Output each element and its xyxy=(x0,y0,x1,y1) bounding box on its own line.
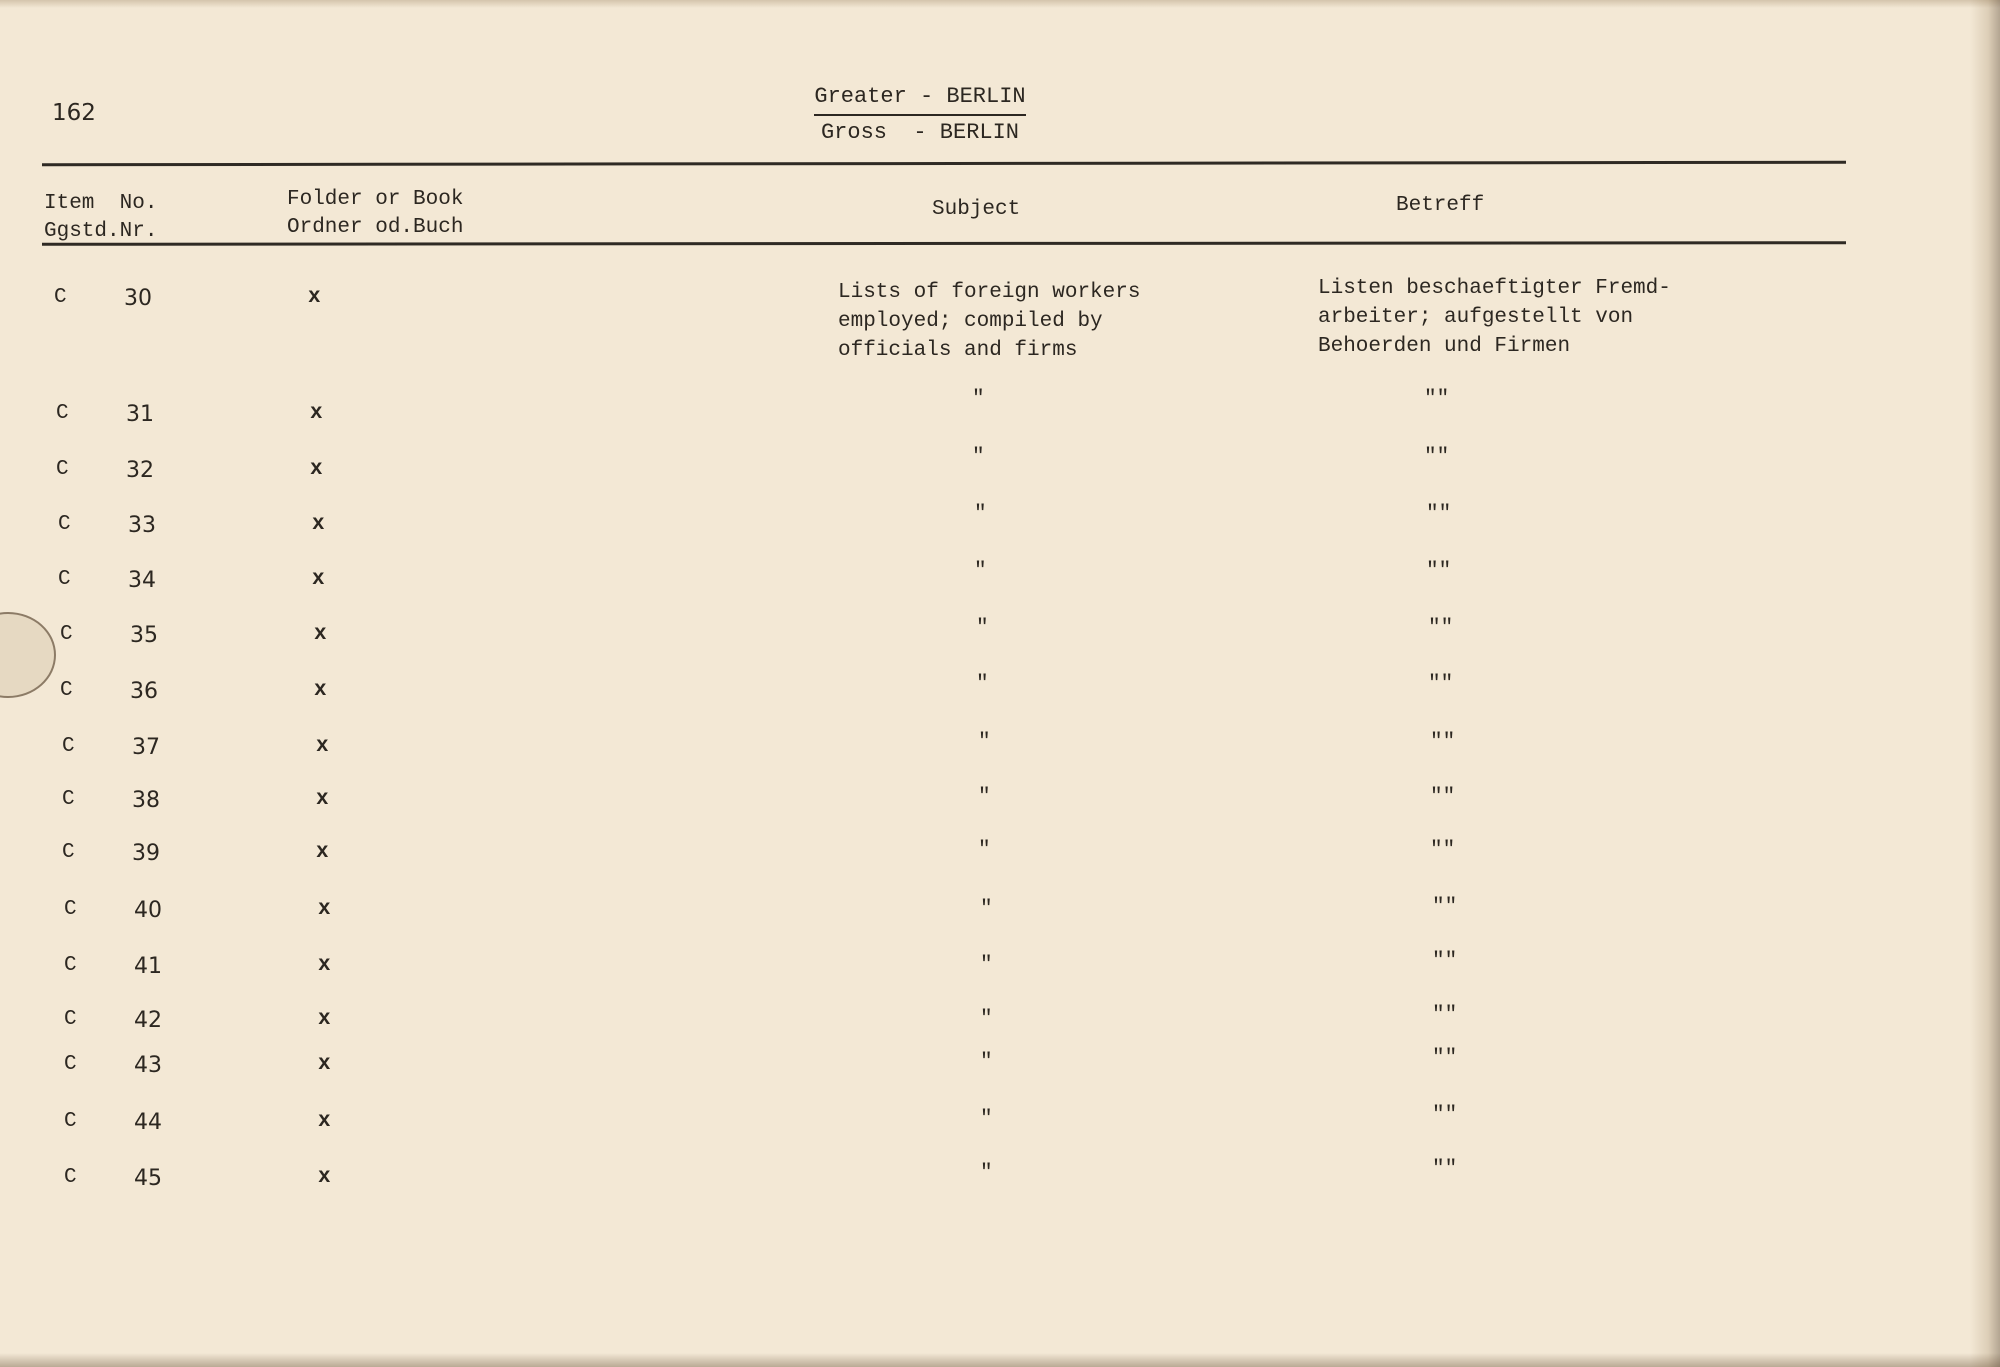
folder-mark: x xyxy=(318,1110,331,1133)
folder-mark: x xyxy=(314,623,327,646)
subject-ditto: " xyxy=(976,617,989,640)
subject-ditto: " xyxy=(974,503,987,526)
subject-ditto: " xyxy=(972,388,985,411)
item-letter: C xyxy=(64,954,77,977)
subject-ditto: " xyxy=(978,731,991,754)
table-row xyxy=(4,617,2000,653)
betreff-line: Behoerden und Firmen xyxy=(1318,335,1571,358)
item-letter: C xyxy=(58,513,71,536)
folder-mark: x xyxy=(318,1008,331,1031)
betreff-ditto: "" xyxy=(1430,731,1456,754)
header-folder-line1: Folder or Book xyxy=(287,188,464,211)
item-letter: C xyxy=(58,568,71,591)
betreff-ditto: "" xyxy=(1426,560,1452,583)
item-letter: C xyxy=(64,1008,77,1031)
folder-mark: x xyxy=(308,286,321,309)
folder-mark: x xyxy=(316,788,329,811)
betreff-ditto: "" xyxy=(1428,617,1454,640)
header-item-line2: Ggstd.Nr. xyxy=(44,220,158,243)
item-number: 30 xyxy=(124,286,152,311)
table-row xyxy=(2,503,2000,543)
item-number: 36 xyxy=(130,679,158,704)
subject-ditto: " xyxy=(974,560,987,583)
folder-mark: x xyxy=(312,513,325,536)
betreff-ditto: "" xyxy=(1428,673,1454,696)
folder-mark: x xyxy=(310,402,323,425)
item-letter: C xyxy=(56,458,69,481)
folder-mark: x xyxy=(318,898,331,921)
betreff-ditto: "" xyxy=(1432,1104,1458,1127)
column-header-subject: Subject xyxy=(932,198,1021,221)
table-row xyxy=(8,1004,2000,1038)
subject-ditto: " xyxy=(980,1108,993,1131)
column-header-item xyxy=(44,190,157,246)
betreff-ditto: "" xyxy=(1432,1047,1458,1070)
table-row xyxy=(6,731,2000,765)
paper-edge-bottom xyxy=(0,1353,2000,1367)
table-row xyxy=(8,898,2000,928)
item-letter: C xyxy=(64,1053,77,1076)
subject-ditto: " xyxy=(980,1008,993,1031)
betreff-ditto: "" xyxy=(1430,839,1456,862)
betreff-ditto: "" xyxy=(1426,503,1452,526)
item-number: 44 xyxy=(134,1110,162,1135)
column-header-folder xyxy=(287,186,463,242)
table-row xyxy=(6,788,2000,818)
item-number: 41 xyxy=(134,954,162,979)
item-letter: C xyxy=(62,735,75,758)
folder-mark: x xyxy=(318,1166,331,1189)
betreff-ditto: "" xyxy=(1424,388,1450,411)
title-english: Greater - BERLIN xyxy=(814,80,1025,116)
item-letter: C xyxy=(60,623,73,646)
subject-ditto: " xyxy=(976,673,989,696)
subject-line: Lists of foreign workers xyxy=(838,281,1141,304)
subject-ditto: " xyxy=(978,786,991,809)
table-row xyxy=(2,560,2000,598)
table-row xyxy=(6,841,2000,871)
title-german: Gross - BERLIN xyxy=(820,120,1020,145)
item-number: 42 xyxy=(134,1008,162,1033)
betreff-ditto: "" xyxy=(1432,1004,1458,1027)
table-row xyxy=(8,1047,2000,1083)
betreff-line: Listen beschaeftigter Fremd- xyxy=(1318,277,1671,300)
subject-line: officials and firms xyxy=(838,339,1078,362)
item-number: 35 xyxy=(130,623,158,648)
betreff-ditto: "" xyxy=(1424,446,1450,469)
item-letter: C xyxy=(60,679,73,702)
item-number: 40 xyxy=(134,898,162,923)
folder-mark: x xyxy=(318,954,331,977)
subject-ditto: " xyxy=(972,446,985,469)
table-row xyxy=(8,1104,2000,1140)
betreff-ditto: "" xyxy=(1430,786,1456,809)
folder-mark: x xyxy=(310,458,323,481)
paper-edge-top xyxy=(0,0,2000,8)
item-letter: C xyxy=(56,402,69,425)
item-number: 43 xyxy=(134,1053,162,1078)
header-folder-line2: Ordner od.Buch xyxy=(287,216,464,239)
item-number: 33 xyxy=(128,513,156,538)
folder-mark: x xyxy=(316,735,329,758)
subject-ditto: " xyxy=(980,954,993,977)
betreff-ditto: "" xyxy=(1432,950,1458,973)
folder-mark: x xyxy=(318,1053,331,1076)
folder-mark: x xyxy=(314,679,327,702)
subject-line: employed; compiled by xyxy=(838,310,1103,333)
item-letter: C xyxy=(62,841,75,864)
item-letter: C xyxy=(64,1110,77,1133)
table-row xyxy=(0,446,2000,488)
header-top-rule xyxy=(42,161,1846,167)
table-row xyxy=(8,950,2000,984)
header-bottom-rule xyxy=(42,241,1846,246)
item-number: 39 xyxy=(132,841,160,866)
folder-mark: x xyxy=(316,841,329,864)
item-number: 38 xyxy=(132,788,160,813)
folder-mark: x xyxy=(312,568,325,591)
table-row xyxy=(0,286,1998,316)
page-title xyxy=(680,80,1160,150)
item-number: 37 xyxy=(132,735,160,760)
subject-ditto: " xyxy=(980,1051,993,1074)
column-header-betreff: Betreff xyxy=(1396,194,1485,217)
item-letter: C xyxy=(54,286,67,309)
table-row xyxy=(4,673,2000,709)
page-number: 162 xyxy=(52,100,96,126)
item-number: 34 xyxy=(128,568,156,593)
table-row xyxy=(0,388,2000,432)
subject-ditto: " xyxy=(980,1162,993,1185)
item-letter: C xyxy=(64,898,77,921)
betreff-ditto: "" xyxy=(1432,896,1458,919)
table-row xyxy=(8,1158,2000,1196)
item-number: 45 xyxy=(134,1166,162,1191)
header-item-line1: Item No. xyxy=(44,192,158,215)
subject-ditto: " xyxy=(980,898,993,921)
betreff-ditto: "" xyxy=(1432,1158,1458,1181)
subject-ditto: " xyxy=(978,839,991,862)
item-letter: C xyxy=(62,788,75,811)
item-letter: C xyxy=(64,1166,77,1189)
betreff-line: arbeiter; aufgestellt von xyxy=(1318,306,1634,329)
item-number: 31 xyxy=(126,402,154,427)
item-number: 32 xyxy=(126,458,154,483)
